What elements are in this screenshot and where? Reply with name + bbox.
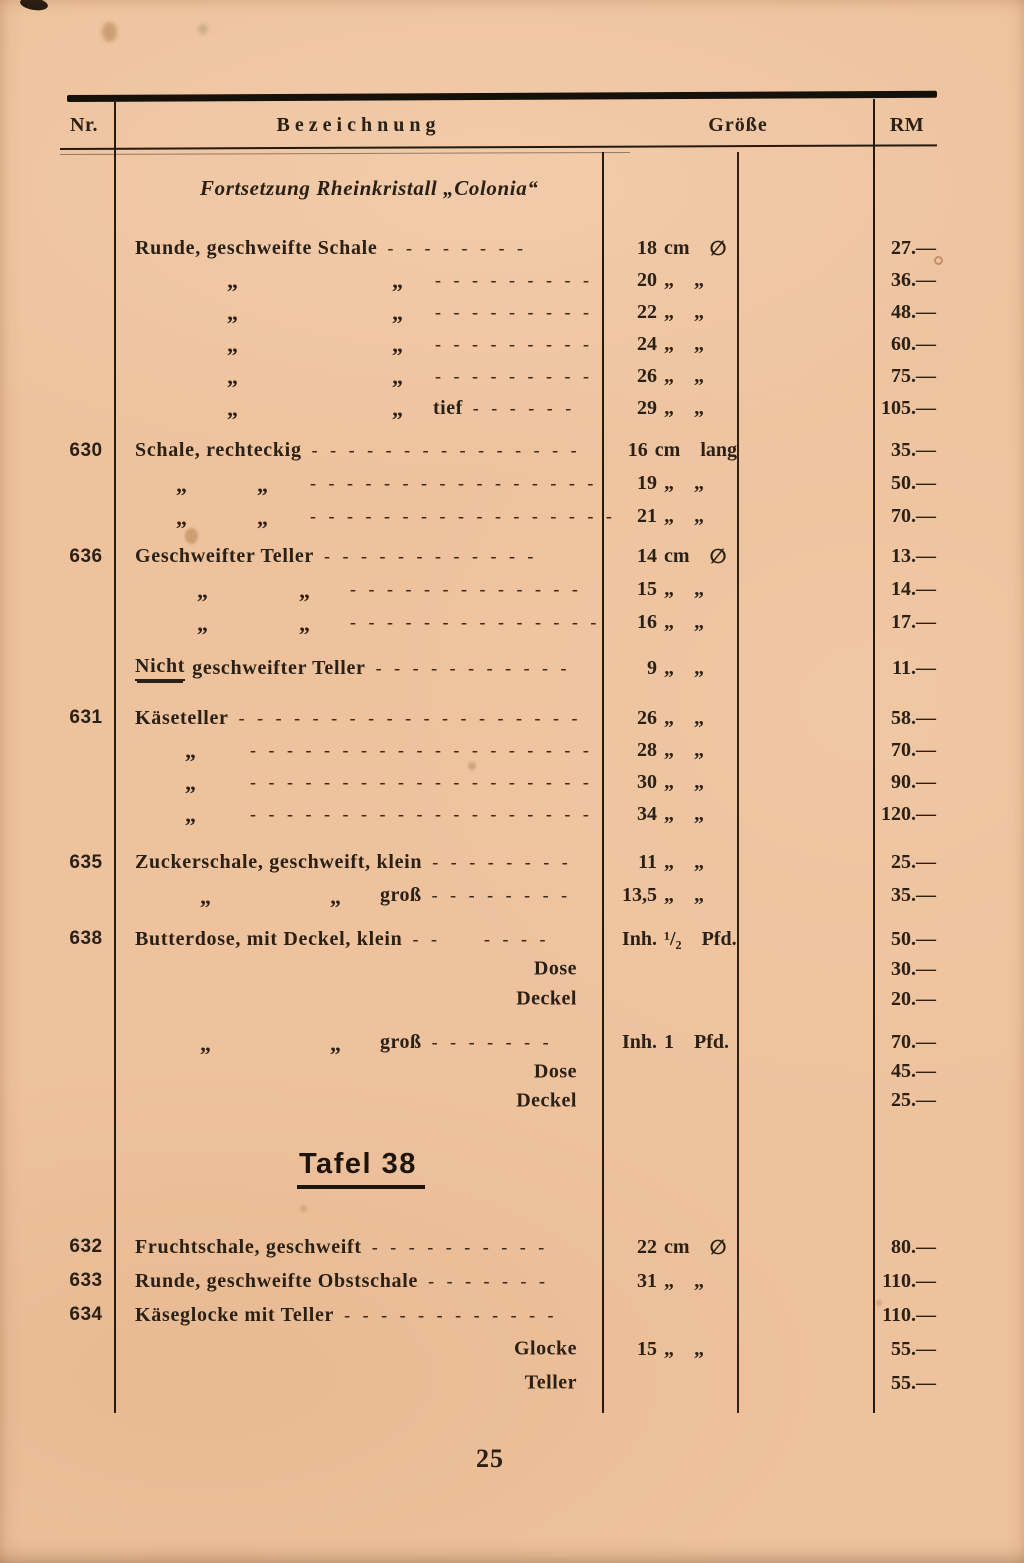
table-row <box>0 1086 1024 1115</box>
size-token: „ <box>664 472 674 494</box>
size-token: ¹/₂ <box>664 927 682 950</box>
item-price: 75.— <box>891 364 936 387</box>
dot-leader: - - - - - - - - - - - <box>375 657 568 678</box>
ditto-mark: „ <box>176 471 187 497</box>
item-number: 634 <box>69 1304 103 1325</box>
table-row <box>0 924 1024 954</box>
item-size <box>603 328 737 360</box>
item-price: 55.— <box>891 1371 936 1394</box>
item-size <box>603 296 737 328</box>
size-token: „ <box>694 656 704 679</box>
item-description <box>115 734 602 766</box>
ditto-mark: „ <box>176 504 187 530</box>
ditto-mark: „ <box>392 299 403 325</box>
item-price: 11.— <box>892 656 936 679</box>
item-price: 48.— <box>891 300 936 323</box>
table-row <box>0 392 1024 424</box>
item-price: 70.— <box>891 505 936 527</box>
item-description <box>115 1230 602 1264</box>
item-size <box>603 1230 737 1264</box>
page-number: 25 <box>476 1444 504 1473</box>
table-block <box>0 1230 1024 1400</box>
item-size <box>603 1264 737 1298</box>
item-name-underlined: Nicht <box>135 655 185 681</box>
size-token: „ <box>694 611 704 633</box>
table-row <box>0 328 1024 360</box>
dot-leader: - - - - - - - - - - - - - <box>350 579 579 599</box>
size-token: 28 <box>637 738 657 761</box>
table-row <box>0 798 1024 830</box>
ditto-mark: „ <box>299 610 310 636</box>
ditto-mark: „ <box>227 299 238 325</box>
size-token: „ <box>694 884 704 906</box>
item-name: Runde, geschweifte Obstschale <box>135 1269 419 1292</box>
item-size <box>603 264 737 296</box>
ditto-mark: „ <box>299 577 310 603</box>
size-token: „ <box>694 578 704 600</box>
item-name: geschweifter Teller <box>192 656 366 679</box>
size-token: lang <box>700 439 737 461</box>
item-price: 70.— <box>891 738 936 761</box>
size-token: Inh. <box>621 1031 657 1053</box>
item-description <box>115 924 602 954</box>
item-price: 50.— <box>891 472 936 494</box>
item-description <box>115 392 602 424</box>
size-token: ∅ <box>709 237 727 260</box>
item-size <box>603 540 737 573</box>
size-token: 16 <box>627 439 648 461</box>
item-description <box>115 1057 602 1086</box>
item-size <box>603 606 737 639</box>
size-token: „ <box>664 364 674 387</box>
item-sublabel: Glocke <box>514 1337 577 1360</box>
size-token: cm <box>664 545 690 567</box>
table-row <box>0 652 1024 684</box>
item-description <box>115 360 602 392</box>
size-token: 16 <box>637 611 657 633</box>
table-row <box>0 1230 1024 1264</box>
table-row <box>0 702 1024 734</box>
dot-leader: - - - - - - - - - <box>435 365 590 386</box>
table-row <box>0 606 1024 639</box>
size-token: 22 <box>637 300 657 323</box>
dot-leader: - - - - - - - - - - - - - - - - - - - <box>250 803 590 824</box>
item-description <box>115 879 602 912</box>
item-number: 636 <box>69 545 103 567</box>
table-row <box>0 1298 1024 1332</box>
ditto-mark: „ <box>392 395 403 421</box>
paper-stain <box>198 24 208 34</box>
item-description <box>115 766 602 798</box>
dot-leader: - - - - - - - - - - - - <box>324 546 535 566</box>
item-description <box>115 1028 602 1057</box>
item-sublabel: Teller <box>524 1371 577 1394</box>
size-token: 34 <box>637 802 657 825</box>
size-token: „ <box>664 332 674 355</box>
dot-leader: - - - - - - - - - - - - - - - <box>311 440 578 460</box>
size-token: „ <box>694 706 704 729</box>
dot-leader: - - - - - - - - - - - - - - - - - - - <box>238 707 579 728</box>
item-size <box>603 846 737 879</box>
ditto-mark: „ <box>185 769 196 795</box>
item-price: 120.— <box>881 802 936 825</box>
table-row <box>0 467 1024 500</box>
size-token: 15 <box>637 1337 657 1360</box>
item-price: 35.— <box>891 439 936 461</box>
table-row <box>0 1264 1024 1298</box>
item-price: 58.— <box>891 706 936 729</box>
dot-leader: - - - - - - <box>472 397 573 418</box>
table-row <box>0 1028 1024 1057</box>
table-block <box>0 702 1024 830</box>
table-block <box>0 540 1024 639</box>
item-description <box>115 500 613 533</box>
size-token: cm <box>664 1235 690 1258</box>
size-token: 14 <box>637 545 657 567</box>
size-token: „ <box>664 738 674 761</box>
item-price: 35.— <box>891 884 936 906</box>
item-price: 20.— <box>891 987 936 1010</box>
ditto-mark: „ <box>200 883 211 909</box>
table-row <box>0 1332 1024 1366</box>
size-token: 21 <box>637 505 657 527</box>
item-size <box>603 924 737 954</box>
ditto-mark: „ <box>185 801 196 827</box>
table-row <box>0 766 1024 798</box>
table-row <box>0 500 1024 533</box>
size-token: cm <box>664 236 690 259</box>
item-size <box>603 702 737 734</box>
item-sublabel: Dose <box>533 1060 577 1082</box>
ditto-mark: „ <box>392 331 403 357</box>
item-number: 632 <box>69 1236 103 1257</box>
dot-leader: - - - - - - - - - <box>435 333 590 354</box>
table-row <box>0 734 1024 766</box>
item-description <box>115 1086 602 1115</box>
ditto-mark: „ <box>227 267 238 293</box>
ditto-mark: „ <box>392 363 403 389</box>
item-description <box>115 984 602 1014</box>
size-token: „ <box>694 505 704 527</box>
item-price: 55.— <box>891 1337 936 1360</box>
size-token: „ <box>664 268 674 291</box>
item-price: 105.— <box>881 396 936 419</box>
size-token: „ <box>694 1337 704 1360</box>
item-description <box>115 328 602 360</box>
item-description <box>115 434 602 467</box>
size-token: 22 <box>637 1235 657 1258</box>
item-price: 14.— <box>891 578 936 600</box>
size-token: „ <box>694 738 704 761</box>
dot-leader: - - - - - - - - - - - - - - <box>350 612 598 632</box>
column-header-rm: RM <box>889 114 925 136</box>
table-block <box>0 924 1024 1014</box>
size-token: 11 <box>638 851 657 873</box>
size-token: 20 <box>637 268 657 291</box>
size-token: Pfd. <box>701 927 737 950</box>
table-row <box>0 1057 1024 1086</box>
size-token: ∅ <box>709 546 727 568</box>
table-row <box>0 232 1024 264</box>
ditto-mark: „ <box>330 883 341 909</box>
size-token: Pfd. <box>694 1031 729 1053</box>
item-name: Geschweifter Teller <box>135 545 314 567</box>
item-variant: groß <box>380 1031 422 1053</box>
item-size <box>603 573 737 606</box>
table-row <box>0 954 1024 984</box>
item-price: 27.— <box>891 236 936 259</box>
ditto-mark: „ <box>227 331 238 357</box>
size-token: 13,5 <box>622 884 657 906</box>
table-row <box>0 879 1024 912</box>
ditto-mark: „ <box>330 1030 341 1056</box>
size-token: 31 <box>637 1269 657 1292</box>
ditto-mark: „ <box>227 363 238 389</box>
continuation-title: Fortsetzung Rheinkristall „Colonia“ <box>200 176 539 200</box>
item-size <box>603 766 737 798</box>
table-row <box>0 1366 1024 1400</box>
item-size <box>603 1028 737 1057</box>
item-variant: tief <box>433 396 463 419</box>
size-token: „ <box>694 300 704 323</box>
item-variant: groß <box>380 884 422 906</box>
size-token: „ <box>694 472 704 494</box>
item-description <box>115 1264 602 1298</box>
section-heading: Tafel 38 <box>297 1148 425 1189</box>
ditto-mark: „ <box>257 471 268 497</box>
item-number: 638 <box>69 928 103 949</box>
size-token: „ <box>664 770 674 793</box>
table-row <box>0 984 1024 1014</box>
size-token: „ <box>664 1269 674 1292</box>
size-token: „ <box>694 268 704 291</box>
item-name: Butterdose, mit Deckel, klein <box>135 927 403 950</box>
item-description <box>115 846 602 879</box>
ditto-mark: „ <box>257 504 268 530</box>
size-token: 18 <box>637 236 657 259</box>
item-size <box>603 434 737 467</box>
table-block <box>0 1028 1024 1115</box>
item-sublabel: Deckel <box>516 1089 577 1111</box>
item-size <box>603 467 737 500</box>
dot-leader: - - - - - - <box>412 928 547 949</box>
column-header-bezeichnung: Bezeichnung <box>276 114 441 136</box>
size-token: 9 <box>647 656 657 679</box>
item-number: 631 <box>69 707 103 728</box>
table-block <box>0 652 1024 684</box>
dot-leader: - - - - - - - - - <box>435 301 590 322</box>
size-token: „ <box>664 505 674 527</box>
table-row <box>0 360 1024 392</box>
size-token: „ <box>664 300 674 323</box>
size-token: „ <box>694 332 704 355</box>
item-number: 630 <box>69 439 103 461</box>
dot-leader: - - - - - - - <box>431 1032 550 1052</box>
item-price: 36.— <box>891 268 936 291</box>
size-token: „ <box>664 396 674 419</box>
item-name: Schale, rechteckig <box>135 439 302 461</box>
item-sublabel: Dose <box>533 957 577 980</box>
table-block <box>0 434 1024 533</box>
dot-leader: - - - - - - - - <box>432 852 569 872</box>
size-token: „ <box>664 578 674 600</box>
item-description <box>115 232 602 264</box>
item-size <box>603 1332 737 1366</box>
dot-leader: - - - - - - - - - - - - - - - - - - - <box>250 771 590 792</box>
item-size <box>603 798 737 830</box>
dot-leader: - - - - - - - <box>428 1270 547 1291</box>
size-token: „ <box>664 656 674 679</box>
ditto-mark: „ <box>200 1030 211 1056</box>
size-token: „ <box>694 364 704 387</box>
column-header-nr: Nr. <box>70 114 98 136</box>
dot-leader: - - - - - - - - - - - - - - - - <box>310 473 595 493</box>
column-header-groesse: Größe <box>708 114 768 136</box>
item-description <box>115 1366 602 1400</box>
table-row <box>0 540 1024 573</box>
item-price: 50.— <box>891 927 936 950</box>
item-price: 110.— <box>882 1303 936 1326</box>
size-token: „ <box>664 611 674 633</box>
item-price: 45.— <box>891 1060 936 1082</box>
item-price: 90.— <box>891 770 936 793</box>
item-price: 25.— <box>891 851 936 873</box>
header-underline <box>60 144 937 150</box>
size-token: „ <box>694 396 704 419</box>
item-name: Zuckerschale, geschweift, klein <box>135 851 423 873</box>
size-token: 26 <box>637 706 657 729</box>
ditto-mark: „ <box>185 737 196 763</box>
size-token: 19 <box>637 472 657 494</box>
size-token: 26 <box>637 364 657 387</box>
ditto-mark: „ <box>197 577 208 603</box>
item-size <box>603 879 737 912</box>
item-price: 13.— <box>891 545 936 567</box>
item-description <box>115 1298 602 1332</box>
size-token: Inh. <box>621 927 657 950</box>
item-description <box>115 264 602 296</box>
table-row <box>0 573 1024 606</box>
size-token: 15 <box>637 578 657 600</box>
dot-leader: - - - - - - - - - - - - - - - - - - - <box>250 739 590 760</box>
item-price: 25.— <box>891 1089 936 1111</box>
item-number: 635 <box>69 851 103 873</box>
item-size <box>603 500 737 533</box>
item-name: Käseteller <box>135 706 229 729</box>
item-name: Fruchtschale, geschweift <box>135 1235 362 1258</box>
size-token: ∅ <box>709 1236 727 1259</box>
dot-leader: - - - - - - - - - - - - - - - - - <box>310 506 613 526</box>
dot-leader: - - - - - - - - - - <box>371 1236 546 1257</box>
ditto-mark: „ <box>197 610 208 636</box>
item-name: Runde, geschweifte Schale <box>135 236 378 259</box>
size-token: „ <box>664 706 674 729</box>
table-row <box>0 434 1024 467</box>
item-price: 110.— <box>882 1269 936 1292</box>
table-block <box>0 846 1024 912</box>
dot-leader: - - - - - - - - - - - - <box>344 1304 555 1325</box>
item-price: 80.— <box>891 1235 936 1258</box>
item-description <box>115 296 602 328</box>
table-row <box>0 264 1024 296</box>
item-description <box>115 954 602 984</box>
ditto-mark: „ <box>392 267 403 293</box>
item-number: 633 <box>69 1270 103 1291</box>
item-size <box>603 652 737 684</box>
table-row <box>0 296 1024 328</box>
item-description <box>115 1332 602 1366</box>
dot-leader: - - - - - - - - <box>431 885 569 905</box>
table-row <box>0 846 1024 879</box>
size-token: „ <box>694 802 704 825</box>
size-token: 29 <box>637 396 657 419</box>
top-rule <box>67 91 937 102</box>
ditto-mark: „ <box>227 395 238 421</box>
item-price: 17.— <box>891 611 936 633</box>
item-price: 60.— <box>891 332 936 355</box>
size-token: 30 <box>637 770 657 793</box>
item-size <box>603 232 737 264</box>
item-price: 70.— <box>891 1031 936 1053</box>
size-token: „ <box>664 802 674 825</box>
size-token: „ <box>694 770 704 793</box>
size-token: cm <box>654 439 681 461</box>
size-token: „ <box>694 851 704 873</box>
item-name: Käseglocke mit Teller <box>135 1303 335 1326</box>
ink-smudge <box>19 0 49 12</box>
item-description <box>115 573 602 606</box>
item-description <box>115 702 602 734</box>
item-sublabel: Deckel <box>516 987 577 1010</box>
paper-stain <box>102 22 117 42</box>
item-description <box>115 540 602 573</box>
item-size <box>603 360 737 392</box>
size-token: „ <box>664 884 674 906</box>
item-size <box>603 392 737 424</box>
item-description <box>115 798 602 830</box>
item-price: 30.— <box>891 957 936 980</box>
item-description <box>115 467 602 500</box>
item-description <box>115 652 602 684</box>
paper-stain <box>300 1205 307 1212</box>
table-block <box>0 232 1024 424</box>
item-description <box>115 606 602 639</box>
header-underline-ghost <box>60 152 630 155</box>
dot-leader: - - - - - - - - <box>387 237 524 258</box>
size-token: „ <box>664 851 674 873</box>
item-size <box>603 734 737 766</box>
size-token: 24 <box>637 332 657 355</box>
size-token: 1 <box>664 1031 674 1053</box>
dot-leader: - - - - - - - - - <box>435 269 590 290</box>
size-token: „ <box>694 1269 704 1292</box>
size-token: „ <box>664 1337 674 1360</box>
